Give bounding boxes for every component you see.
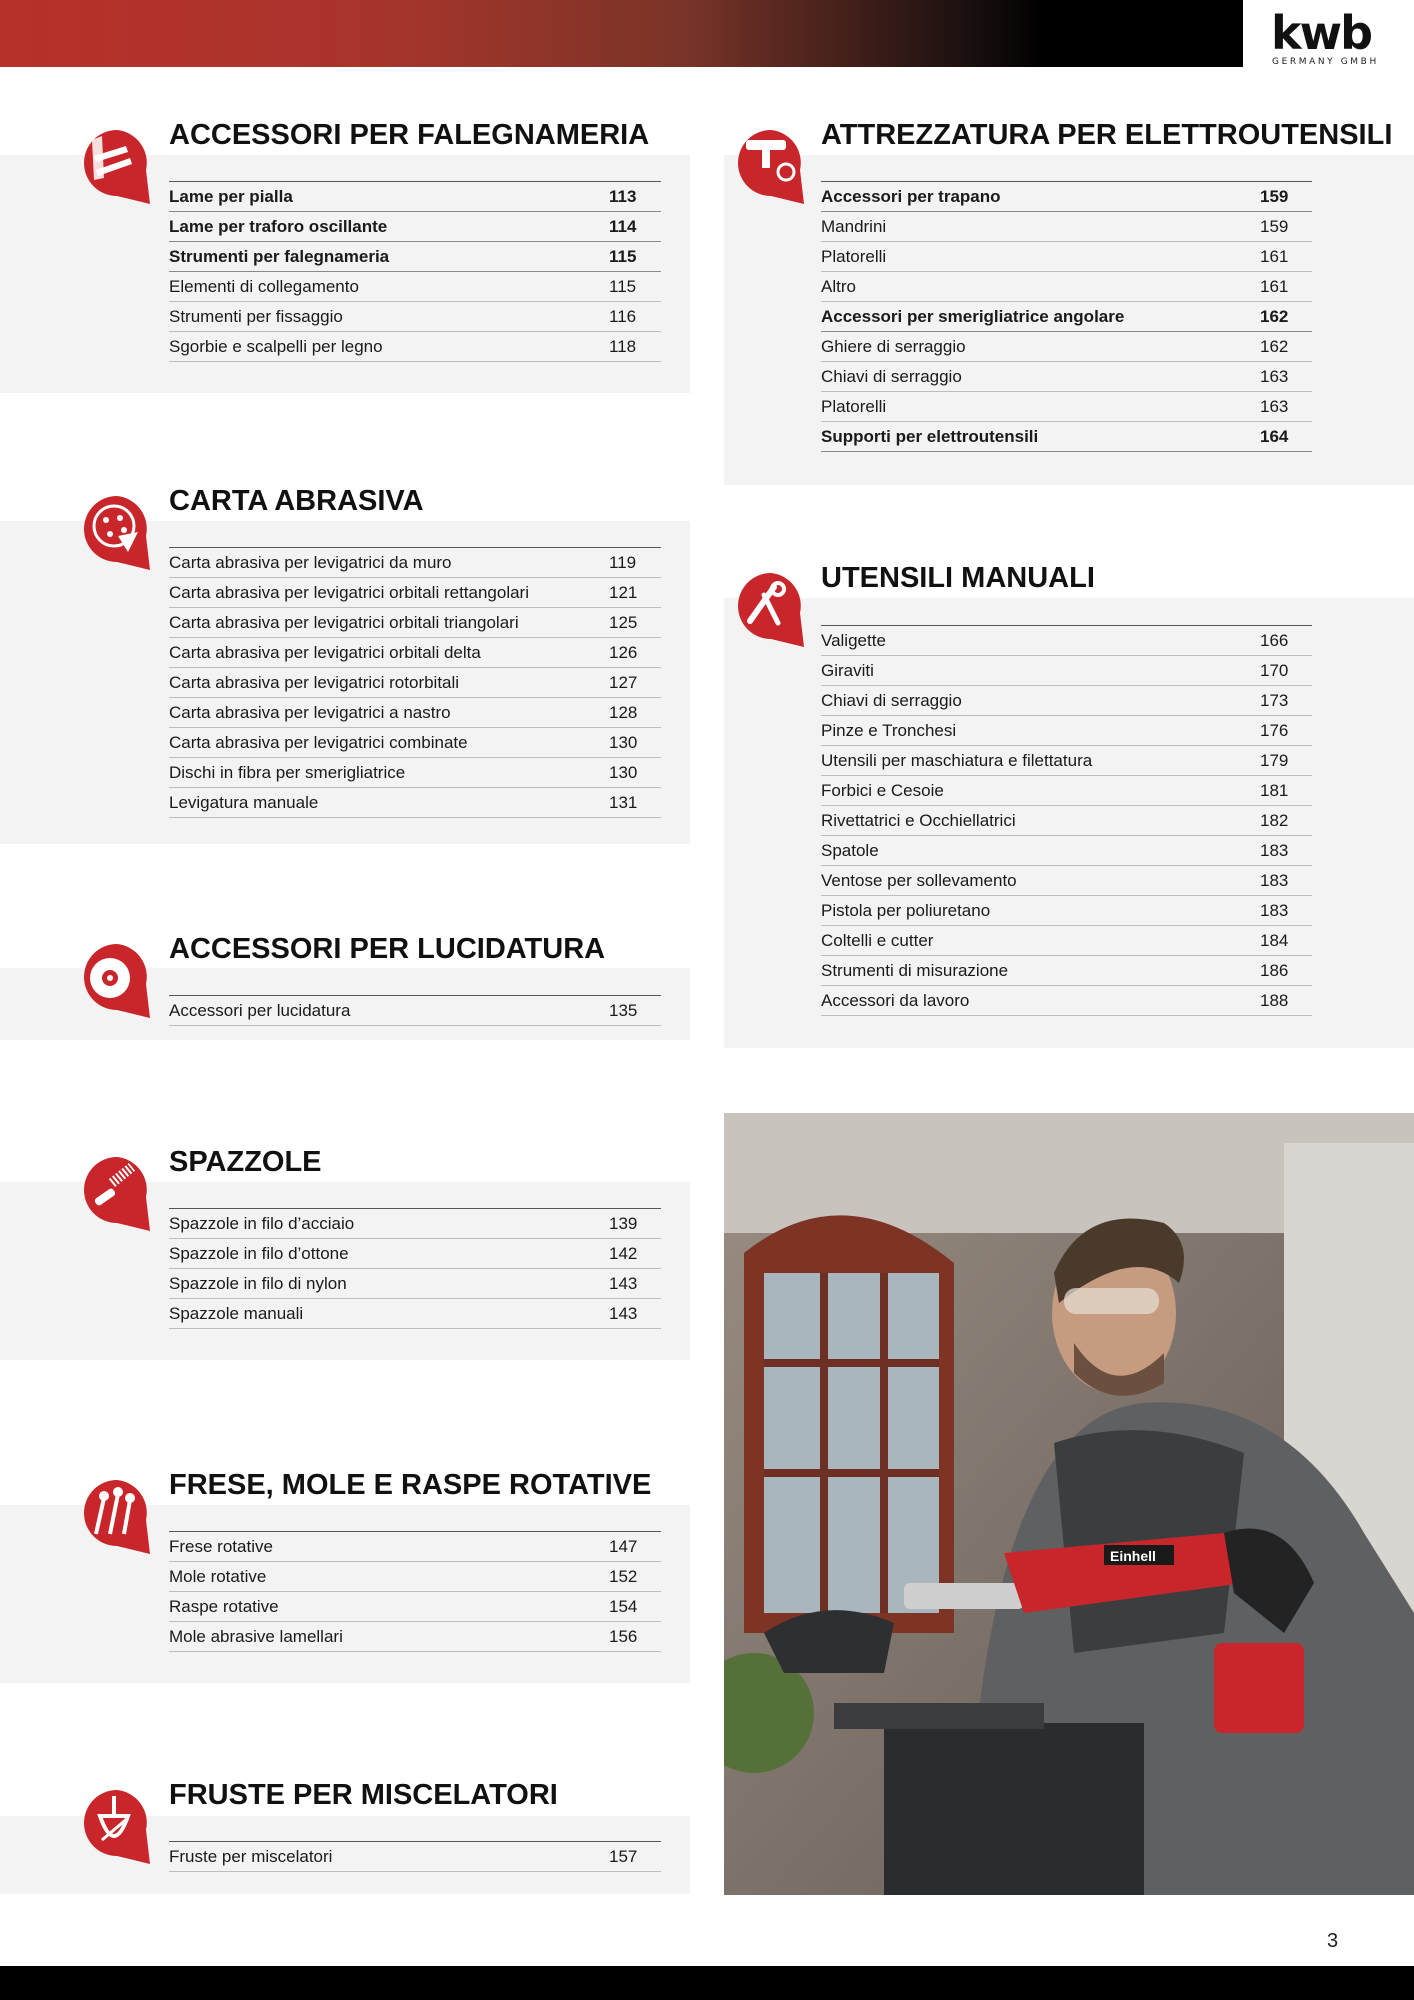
section-item-list	[169, 1531, 661, 1652]
toc-entry-label: Mole rotative	[169, 1566, 267, 1586]
toc-entry-label: Platorelli	[821, 246, 887, 266]
page-number: 3	[1327, 1930, 1339, 1952]
toc-entry-page: 152	[609, 1566, 638, 1586]
toc-entry-page: 188	[1260, 990, 1289, 1010]
toc-entry-label: Giraviti	[821, 660, 874, 680]
workshop-photo	[724, 1113, 1414, 1895]
toc-entry-label: Valigette	[821, 630, 886, 650]
toc-entry[interactable]	[821, 272, 1312, 302]
toc-entry[interactable]	[821, 362, 1312, 392]
toc-entry-page: 121	[609, 582, 638, 602]
toc-entry[interactable]	[821, 866, 1312, 896]
toc-entry-label: Ventose per sollevamento	[821, 870, 1017, 890]
toc-entry[interactable]	[169, 758, 661, 788]
toc-entry-label: Spazzole in filo d’acciaio	[169, 1213, 355, 1233]
toc-entry[interactable]	[169, 332, 661, 362]
section-item-list	[169, 1208, 661, 1329]
toc-entry-label: Supporti per elettroutensili	[821, 426, 1039, 446]
toc-entry-label: Elementi di collegamento	[169, 276, 359, 296]
footer-bar	[0, 1966, 1414, 2000]
toc-entry-label: Pistola per poliuretano	[821, 900, 991, 920]
toc-entry[interactable]	[169, 302, 661, 332]
toc-entry-label: Carta abrasiva per levigatrici orbitali rettangolari	[169, 582, 529, 602]
toc-entry[interactable]	[821, 212, 1312, 242]
toc-entry-label: Spazzole in filo d’ottone	[169, 1243, 349, 1263]
toc-entry[interactable]	[169, 1532, 661, 1562]
section-item-list	[169, 181, 661, 362]
toc-entry-label: Strumenti di misurazione	[821, 960, 1009, 980]
section-item-list	[821, 625, 1312, 1016]
section-title: ACCESSORI PER FALEGNAMERIA	[169, 119, 650, 151]
toc-entry-label: Mandrini	[821, 216, 887, 236]
toc-entry-label: Spazzole manuali	[169, 1303, 304, 1323]
toc-entry-label: Spazzole in filo di nylon	[169, 1273, 347, 1293]
toc-entry-label: Raspe rotative	[169, 1596, 279, 1616]
toc-entry[interactable]	[821, 182, 1312, 212]
toc-entry-label: Dischi in fibra per smerigliatrice	[169, 762, 406, 782]
hand-tools-icon	[734, 569, 808, 649]
header-gradient-bar	[0, 0, 1243, 67]
toc-entry-page: 162	[1260, 306, 1289, 326]
toc-entry[interactable]	[821, 956, 1312, 986]
toc-entry-page: 161	[1260, 246, 1289, 266]
brush-icon	[80, 1153, 154, 1233]
toc-entry[interactable]	[169, 1269, 661, 1299]
section-item-list	[169, 1841, 661, 1872]
toc-entry-page: 147	[609, 1536, 638, 1556]
toc-entry-page: 116	[609, 306, 637, 326]
toc-entry[interactable]	[821, 392, 1312, 422]
rotary-burr-icon	[80, 1476, 154, 1556]
toc-entry-page: 125	[609, 612, 638, 632]
toc-entry-page: 159	[1260, 216, 1289, 236]
section-title: UTENSILI MANUALI	[821, 562, 1095, 594]
toc-entry-page: 159	[1260, 186, 1289, 206]
toc-entry-label: Mole abrasive lamellari	[169, 1626, 343, 1646]
toc-entry[interactable]	[169, 638, 661, 668]
toc-entry-label: Carta abrasiva per levigatrici rotorbitali	[169, 672, 460, 692]
toc-entry-page: 176	[1260, 720, 1289, 740]
section-title: SPAZZOLE	[169, 1146, 322, 1178]
toc-entry[interactable]	[821, 302, 1312, 332]
toc-entry-label: Frese rotative	[169, 1536, 273, 1556]
toc-entry-label: Accessori per lucidatura	[169, 1000, 351, 1020]
toc-entry[interactable]	[821, 776, 1312, 806]
toc-entry-page: 186	[1260, 960, 1289, 980]
toc-entry-label: Levigatura manuale	[169, 792, 319, 812]
toc-entry-page: 114	[609, 216, 637, 236]
toc-entry-page: 135	[609, 1000, 638, 1020]
toc-entry-label: Accessori per smerigliatrice angolare	[821, 306, 1125, 326]
section-title: CARTA ABRASIVA	[169, 485, 424, 517]
toc-entry[interactable]	[169, 698, 661, 728]
toc-entry-page: 131	[609, 792, 638, 812]
toc-entry[interactable]	[169, 728, 661, 758]
toc-entry-page: 162	[1260, 336, 1289, 356]
toc-entry-label: Carta abrasiva per levigatrici orbitali triangolari	[169, 612, 519, 632]
toc-entry[interactable]	[821, 242, 1312, 272]
toc-entry-page: 119	[609, 552, 637, 572]
toc-entry-label: Lame per pialla	[169, 186, 293, 206]
toc-entry-label: Platorelli	[821, 396, 887, 416]
section-item-list	[169, 995, 661, 1026]
toc-entry-label: Chiavi di serraggio	[821, 366, 962, 386]
toc-entry-label: Carta abrasiva per levigatrici combinate	[169, 732, 468, 752]
toc-entry-label: Coltelli e cutter	[821, 930, 934, 950]
toc-entry[interactable]	[169, 1622, 661, 1652]
toc-entry[interactable]	[169, 1209, 661, 1239]
toc-entry-label: Ghiere di serraggio	[821, 336, 966, 356]
toc-entry[interactable]	[821, 716, 1312, 746]
toc-entry[interactable]	[821, 926, 1312, 956]
toc-entry-page: 130	[609, 762, 638, 782]
toc-entry-page: 161	[1260, 276, 1289, 296]
toc-entry-page: 179	[1260, 750, 1289, 770]
toc-entry-page: 118	[609, 336, 637, 356]
toc-entry-page: 163	[1260, 366, 1289, 386]
toc-entry-label: Sgorbie e scalpelli per legno	[169, 336, 383, 356]
toc-entry-page: 164	[1260, 426, 1289, 446]
toc-entry-page: 126	[609, 642, 638, 662]
toc-entry[interactable]	[821, 896, 1312, 926]
toc-entry-label: Pinze e Tronchesi	[821, 720, 957, 740]
toc-entry[interactable]	[169, 788, 661, 818]
toc-entry-page: 130	[609, 732, 638, 752]
toc-entry-label: Accessori per trapano	[821, 186, 1001, 206]
toc-entry-page: 115	[609, 276, 637, 296]
toc-entry[interactable]	[169, 996, 661, 1026]
toc-entry-page: 163	[1260, 396, 1289, 416]
power-tool-accessory-icon	[734, 126, 808, 206]
toc-entry-page: 154	[609, 1596, 638, 1616]
toc-entry[interactable]	[821, 986, 1312, 1016]
toc-entry[interactable]	[169, 548, 661, 578]
toc-entry-label: Utensili per maschiatura e filettatura	[821, 750, 1093, 770]
toc-entry[interactable]	[169, 1239, 661, 1269]
toc-entry[interactable]	[821, 746, 1312, 776]
section-title: ACCESSORI PER LUCIDATURA	[169, 933, 606, 965]
toc-entry[interactable]	[169, 182, 661, 212]
toc-entry-page: 113	[609, 186, 637, 206]
toc-entry-page: 128	[609, 702, 638, 722]
toc-entry-page: 170	[1260, 660, 1289, 680]
toc-entry[interactable]	[169, 242, 661, 272]
toc-entry-page: 156	[609, 1626, 638, 1646]
toc-entry-page: 173	[1260, 690, 1289, 710]
toc-entry-page: 183	[1260, 900, 1289, 920]
toc-entry[interactable]	[169, 1562, 661, 1592]
toc-entry[interactable]	[169, 578, 661, 608]
toc-entry-page: 127	[609, 672, 638, 692]
toc-entry-label: Chiavi di serraggio	[821, 690, 962, 710]
brand-logo: kwb	[1271, 6, 1372, 60]
toc-entry-page: 181	[1260, 780, 1289, 800]
section-title: FRESE, MOLE E RASPE ROTATIVE	[169, 1469, 652, 1501]
toc-entry-label: Carta abrasiva per levigatrici a nastro	[169, 702, 451, 722]
section-title: FRUSTE PER MISCELATORI	[169, 1779, 558, 1811]
toc-entry-page: 182	[1260, 810, 1289, 830]
toc-entry[interactable]	[169, 608, 661, 638]
toc-entry-page: 183	[1260, 870, 1289, 890]
toc-entry-page: 115	[609, 246, 637, 266]
toc-entry[interactable]	[821, 686, 1312, 716]
section-item-list	[169, 547, 661, 818]
toc-entry[interactable]	[169, 1592, 661, 1622]
toc-entry-label: Accessori da lavoro	[821, 990, 970, 1010]
toc-entry-label: Lame per traforo oscillante	[169, 216, 388, 236]
mixer-paddle-icon	[80, 1786, 154, 1866]
tool-brand-label: Einhell	[1110, 1548, 1156, 1564]
toc-entry-page: 184	[1260, 930, 1289, 950]
toc-entry[interactable]	[821, 332, 1312, 362]
toc-entry-page: 143	[609, 1303, 638, 1323]
toc-entry[interactable]	[821, 806, 1312, 836]
worker-with-reciprocating-saw-image	[724, 1113, 1414, 1895]
section-title: ATTREZZATURA PER ELETTROUTENSILI	[821, 119, 1393, 151]
toc-entry[interactable]	[821, 656, 1312, 686]
toc-entry-label: Fruste per miscelatori	[169, 1846, 333, 1866]
toc-entry-page: 166	[1260, 630, 1289, 650]
toc-entry[interactable]	[821, 836, 1312, 866]
toc-entry[interactable]	[169, 668, 661, 698]
toc-entry-label: Strumenti per fissaggio	[169, 306, 343, 326]
toc-entry[interactable]	[169, 1842, 661, 1872]
toc-entry-page: 183	[1260, 840, 1289, 860]
toc-entry[interactable]	[821, 422, 1312, 452]
polishing-pad-icon	[80, 940, 154, 1020]
toc-entry-label: Rivettatrici e Occhiellatrici	[821, 810, 1016, 830]
toc-entry[interactable]	[169, 1299, 661, 1329]
toc-entry-label: Carta abrasiva per levigatrici da muro	[169, 552, 452, 572]
toc-entry-label: Strumenti per falegnameria	[169, 246, 390, 266]
toc-entry-label: Forbici e Cesoie	[821, 780, 944, 800]
section-item-list	[821, 181, 1312, 452]
toc-entry-page: 143	[609, 1273, 638, 1293]
toc-entry-label: Altro	[821, 276, 856, 296]
toc-entry-label: Spatole	[821, 840, 879, 860]
toc-entry-page: 139	[609, 1213, 638, 1233]
toc-entry[interactable]	[169, 212, 661, 242]
plane-blade-icon	[80, 126, 154, 206]
toc-entry[interactable]	[821, 626, 1312, 656]
toc-entry-page: 157	[609, 1846, 638, 1866]
sanding-disc-icon	[80, 492, 154, 572]
brand-logo-subtitle: GERMANY GMBH	[1272, 57, 1379, 67]
toc-entry-label: Carta abrasiva per levigatrici orbitali delta	[169, 642, 481, 662]
toc-entry[interactable]	[169, 272, 661, 302]
toc-entry-page: 142	[609, 1243, 638, 1263]
